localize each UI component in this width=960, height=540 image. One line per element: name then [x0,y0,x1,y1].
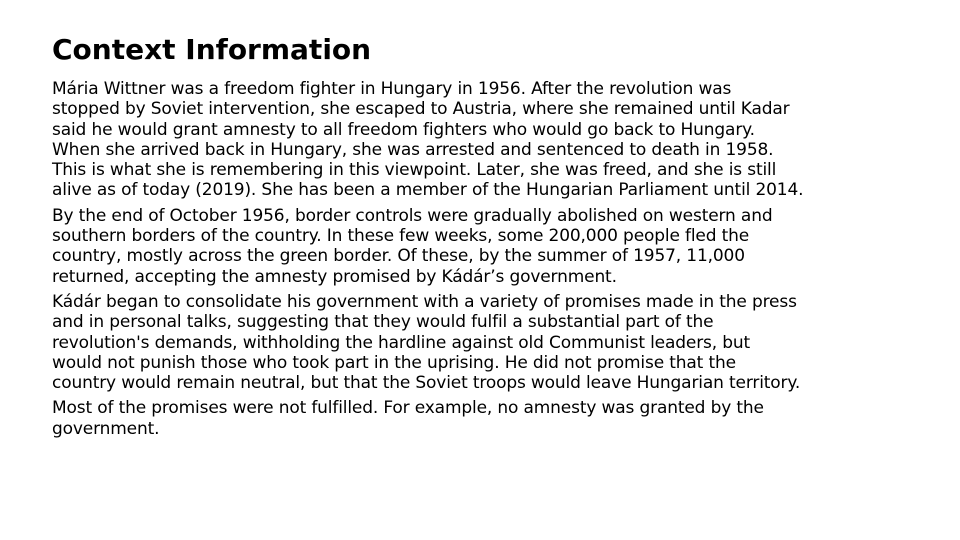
text-line: country, mostly across the green border. Of these, by the summer of 1957, 11,000 [52,246,745,267]
text-line: returned, accepting the amnesty promised by Kádár’s government. [52,266,617,287]
text-line: country would remain neutral, but that the Soviet troops would leave Hungarian territory. [52,373,801,394]
text-line: When she arrived back in Hungary, she was arrested and sentenced to death in 1958. [52,139,774,160]
text-line: stopped by Soviet intervention, she escaped to Austria, where she remained until Kadar [52,99,790,120]
text-line: Kádár began to consolidate his government with a variety of promises made in the press [52,291,797,312]
text-line: By the end of October 1956, border controls were gradually abolished on western and [52,205,773,226]
text-line: and in personal talks, suggesting that they would fulfil a substantial part of the [52,312,714,333]
text-line: would not punish those who took part in the uprising. He did not promise that the [52,352,736,373]
text-line: revolution's demands, withholding the hardline against old Communist leaders, but [52,332,751,353]
text-line: government. [52,418,160,439]
text-line: southern borders of the country. In these few weeks, some 200,000 people fled the [52,226,750,247]
text-line: This is what she is remembering in this viewpoint. Later, she was freed, and she is still [52,160,777,181]
text-line: said he would grant amnesty to all freedom fighters who would go back to Hungary. [52,119,755,140]
text-line: Mária Wittner was a freedom fighter in Hungary in 1956. After the revolution was [52,79,732,99]
slide-body [52,79,932,444]
text-line: alive as of today (2019). She has been a member of the Hungarian Parliament until 2014. [52,180,804,201]
text-line: Most of the promises were not fulfilled. For example, no amnesty was granted by the [52,398,764,419]
paragraph-wittner [52,79,932,201]
paragraph-kadar-promises [52,292,932,393]
paragraph-unfulfilled [52,398,932,439]
slide-title: Context Information [52,33,372,66]
paragraph-border-controls [52,206,932,287]
